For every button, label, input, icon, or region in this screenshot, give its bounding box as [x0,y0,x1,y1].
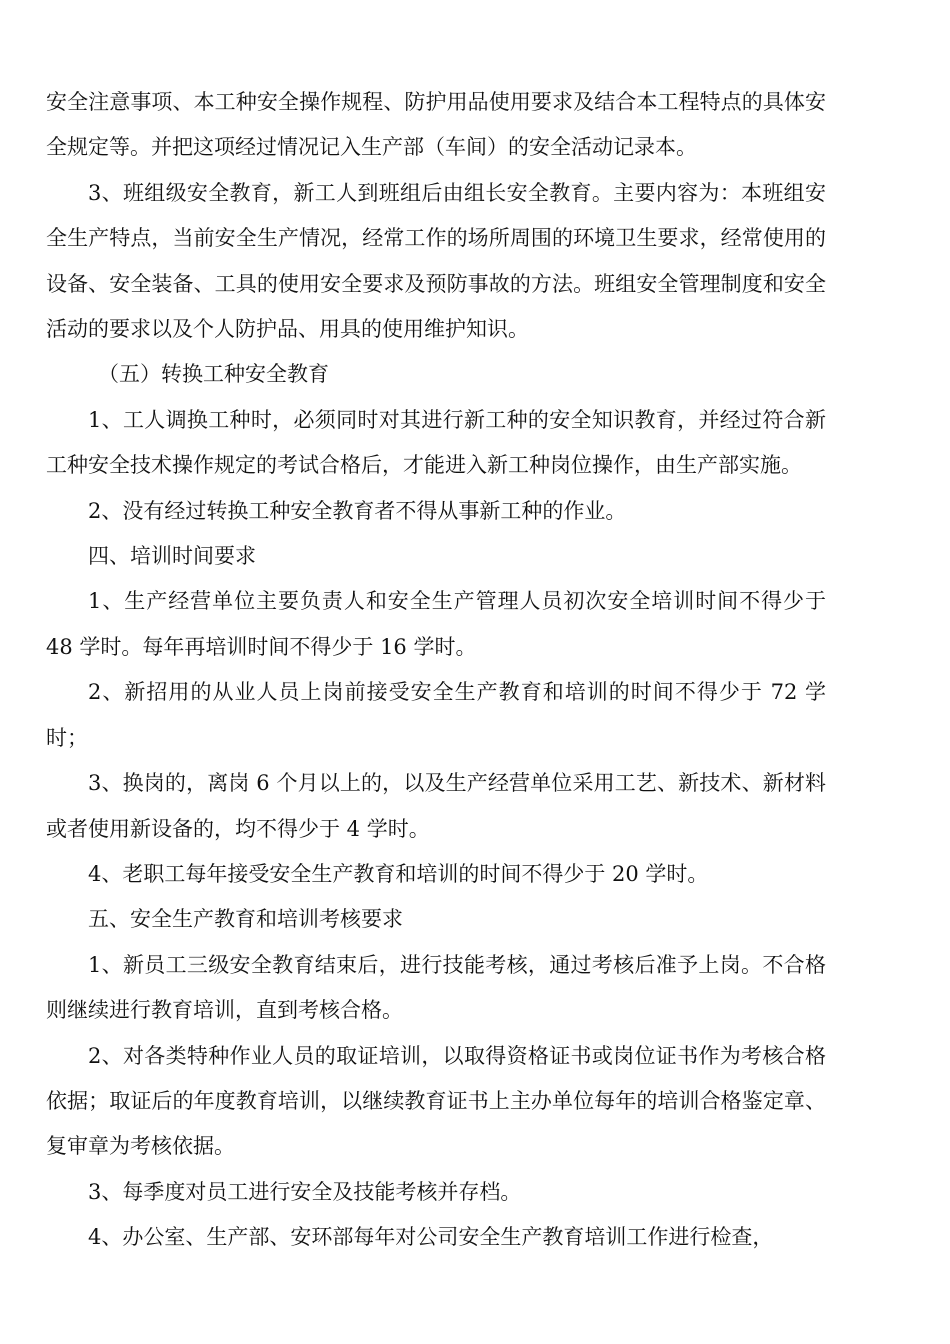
paragraph-time-item-4: 4、老职工每年接受安全生产教育和培训的时间不得少于 20 学时。 [88,861,709,886]
heading-training-time: 四、培训时间要求 [88,544,256,569]
paragraph-assessment-item-2: 2、对各类特种作业人员的取证培训，以取得资格证书或岗位证书作为考核合格依据；取证后的年度教育培训，以继续教育证书上主办单位每年的培训合格鉴定章、复审章为考核依据。 [46,1043,826,1159]
paragraph-assessment-item-1: 1、新员工三级安全教育结束后，进行技能考核，通过考核后准予上岗。不合格则继续进行教育培训，直到考核合格。 [46,952,826,1023]
paragraph-time-item-2: 2、新招用的从业人员上岗前接受安全生产教育和培训的时间不得少于 72 学时； [46,680,826,750]
heading-job-transfer-education: （五）转换工种安全教育 [98,362,329,387]
paragraph-assessment-item-3: 3、每季度对员工进行安全及技能考核并存档。 [88,1179,522,1204]
paragraph-team-education: 3、班组级安全教育，新工人到班组后由组长安全教育。主要内容为：本班组安全生产特点，当前安全生产情况，经常工作的场所周围的环境卫生要求，经常使用的设备、安全装备、工具的使用安全要求及预防事故的方法。班组安全管理制度和安全活动的要求以及个人防护品、用具的使用维护知识。 [46,180,826,342]
paragraph-assessment-item-4: 4、办公室、生产部、安环部每年对公司安全生产教育培训工作进行检查， [88,1225,774,1250]
paragraph-time-item-3: 3、换岗的，离岗 6 个月以上的，以及生产经营单位采用工艺、新技术、新材料或者使用新设备的，均不得少于 4 学时。 [46,771,826,841]
paragraph-transfer-item-1: 1、工人调换工种时，必须同时对其进行新工种的安全知识教育，并经过符合新工种安全技术操作规定的考试合格后，才能进入新工种岗位操作，由生产部实施。 [46,407,826,478]
paragraph-transfer-item-2: 2、没有经过转换工种安全教育者不得从事新工种的作业。 [88,498,627,523]
document-page [46,80,826,1261]
heading-assessment: 五、安全生产教育和培训考核要求 [88,907,403,932]
paragraph-continuation: 安全注意事项、本工种安全操作规程、防护用品使用要求及结合本工程特点的具体安全规定等。并把这项经过情况记入生产部（车间）的安全活动记录本。 [46,90,826,160]
paragraph-time-item-1: 1、生产经营单位主要负责人和安全生产管理人员初次安全培训时间不得少于 48 学时。每年再培训时间不得少于 16 学时。 [46,589,826,659]
